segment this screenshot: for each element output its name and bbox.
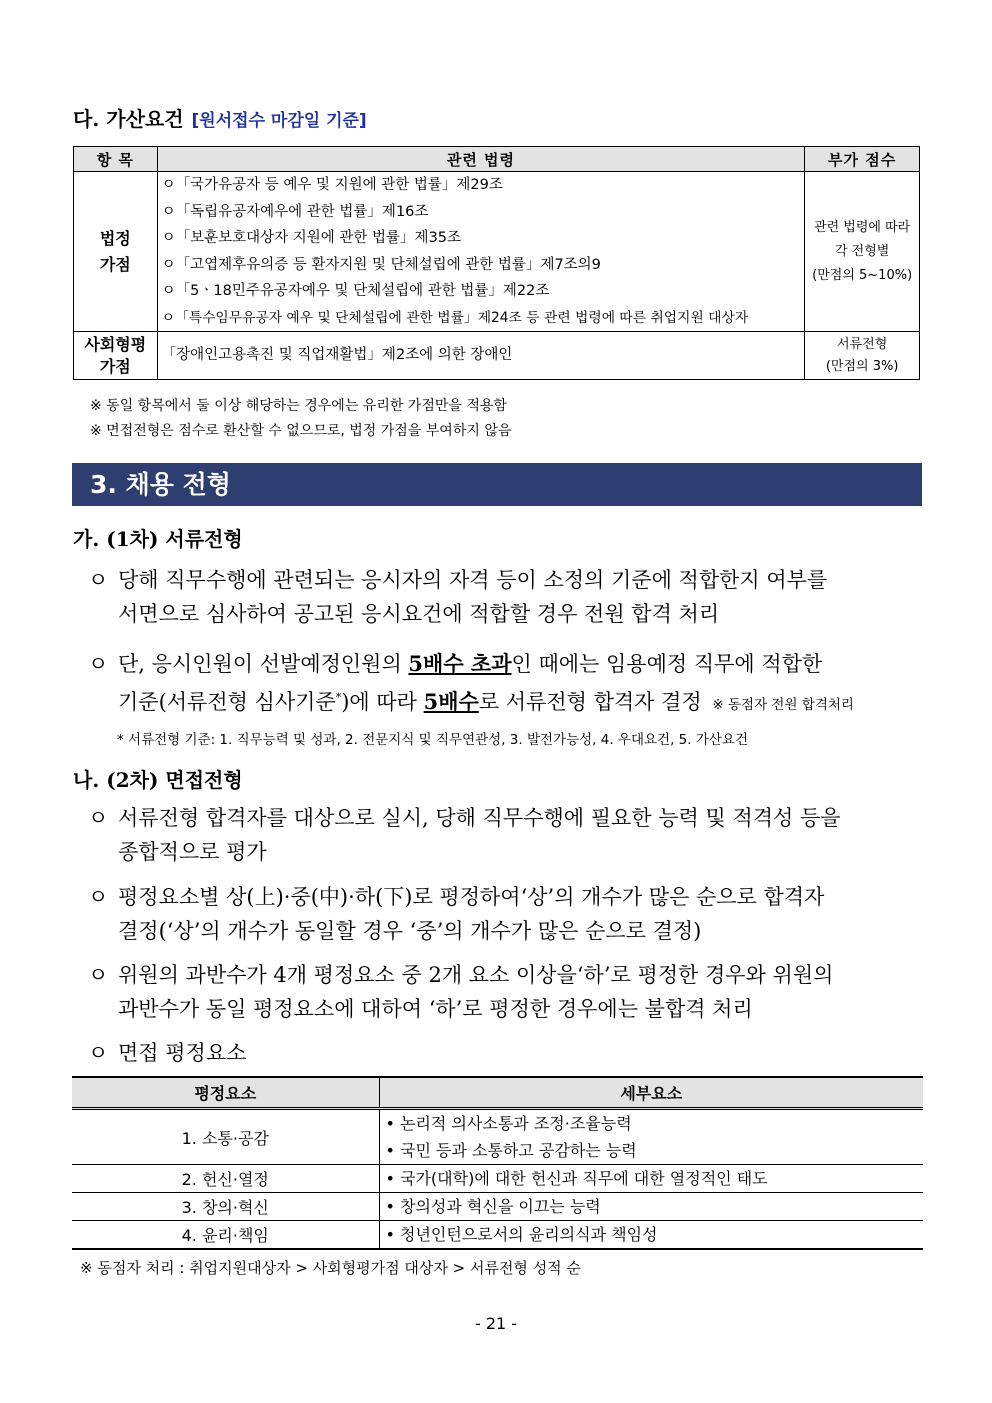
section-da-subtitle: [원서접수 마감일 기준] [191,111,367,131]
bullet-icon: ㅇ [88,568,109,592]
tie-break-note: ※ 동점자 처리 : 취업지원대상자 > 사회형평가점 대상자 > 서류전형 성적 순 [80,1259,581,1277]
section-da-title: 다. 가산요건 [73,107,184,131]
law-item: ㅇ「보훈보호대상자 지원에 관한 법률」제35조 [161,230,462,246]
five-times: 5배수 [423,689,479,714]
law-item: ㅇ「고엽제후유의증 등 환자지원 및 단체설립에 관한 법률」제7조의9 [161,256,601,273]
note-interview: ※ 면접전형은 점수로 환산할 수 없으므로, 법정 가점을 부여하지 않음 [90,423,512,439]
na-paragraph-1: ㅇ 서류전형 합격자를 대상으로 실시, 당해 직무수행에 필요한 능력 및 적격성 등을 종합적으로 평가 [88,801,924,869]
bullet-icon: ㅇ [88,885,109,909]
table-row [72,1109,923,1165]
score-legal: 관련 법령에 따라 각 전형별 (만점의 5~10%) [805,172,920,332]
tie-all-pass-note: ※ 동점자 전원 합격처리 [712,697,854,713]
header-eval-element: 평정요소 [72,1077,379,1109]
laws-social [157,332,805,380]
bonus-points-table [73,146,920,380]
law-item: ㅇ「국가유공자 등 예우 및 지원에 관한 법률」제29조 [161,177,503,193]
law-item: 「장애인고용촉진 및 직업재활법」제2조에 의한 장애인 [161,347,513,364]
bullet-icon: ㅇ [88,963,109,987]
header-item: 항 목 [74,147,158,172]
note-duplicate: ※ 동일 항목에서 둘 이상 해당하는 경우에는 유리한 가점만을 적용함 [90,398,507,414]
na-paragraph-4: ㅇ 면접 평정요소 [88,1036,924,1070]
five-times-exceed: 5배수 초과 [408,651,512,676]
eval-details: • 창의성과 혁신을 이끄는 능력 [379,1193,923,1221]
bullet-icon: ㅇ [88,806,109,830]
table-row [72,1221,923,1250]
table-row [72,1193,923,1221]
eval-details: • 국가(대학)에 대한 헌신과 직무에 대한 열정적인 태도 [379,1165,923,1193]
header-eval-detail: 세부요소 [379,1077,923,1109]
category-social: 사회형평 가점 [74,332,158,380]
law-item: ㅇ「독립유공자예우에 관한 법률」제16조 [161,203,429,220]
law-item: ㅇ「5ㆍ18민주유공자예우 및 단체설립에 관한 법률」제22조 [161,283,550,299]
na-paragraph-2: ㅇ 평정요소별 상(上)·중(中)·하(下)로 평정하여‘상’의 개수가 많은 순으로 합격자 결정(‘상’의 개수가 동일할 경우 ‘중’의 개수가 많은 순으로 결정) [88,880,924,948]
na-paragraph-3: ㅇ 위원의 과반수가 4개 평정요소 중 2개 요소 이상을‘하’로 평정한 경우와 위원의 과반수가 동일 평정요소에 대하여 ‘하’로 평정한 경우에는 불합격 처리 [88,958,924,1026]
eval-details: • 논리적 의사소통과 조정·조율능력 • 국민 등과 소통하고 공감하는 능력 [379,1109,923,1165]
ga-paragraph-1: ㅇ 당해 직무수행에 관련되는 응시자의 자격 등이 소정의 기준에 적합한지 여부를 서면으로 심사하여 공고된 응시요건에 적합할 경우 전원 합격 처리 [88,563,924,631]
table-row [72,1165,923,1193]
eval-details: • 청년인턴으로서의 윤리의식과 책임성 [379,1221,923,1250]
page-number: - 21 - [474,1314,518,1333]
bullet-icon: ㅇ [88,652,109,676]
section3-banner: 3. 채용 전형 [72,463,922,506]
ga-paragraph-2: ㅇ 단, 응시인원이 선발예정인원의 5배수 초과인 때에는 임용예정 직무에 적합한 기준(서류전형 심사기준*)에 따라 5배수로 서류전형 합격자 결정 ※ 동점자 전원 합격처리 [88,647,924,722]
eval-item: 3. 창의·혁신 [72,1193,379,1221]
eval-item: 1. 소통·공감 [72,1109,379,1165]
section-da-heading [73,103,367,132]
header-laws: 관련 법령 [157,147,805,172]
laws-legal [157,172,805,332]
header-score: 부가 점수 [805,147,920,172]
score-social: 서류전형 (만점의 3%) [805,332,920,380]
eval-item: 4. 윤리·책임 [72,1221,379,1250]
bullet-icon: ㅇ [88,1041,109,1065]
ga-heading: 가. (1차) 서류전형 [73,527,243,551]
eval-item: 2. 헌신·열정 [72,1165,379,1193]
law-item: ㅇ「특수임무유공자 예우 및 단체설립에 관한 법률」제24조 등 관련 법령에 따른 취업지원 대상자 [161,309,749,326]
ga-footnote: * 서류전형 기준: 1. 직무능력 및 성과, 2. 전문지식 및 직무연관성, 3. 발전가능성, 4. 우대요건, 5. 가산요건 [117,732,749,748]
na-heading: 나. (2차) 면접전형 [73,768,243,792]
category-legal: 법정 가점 [74,172,158,332]
interview-eval-table [72,1076,923,1250]
